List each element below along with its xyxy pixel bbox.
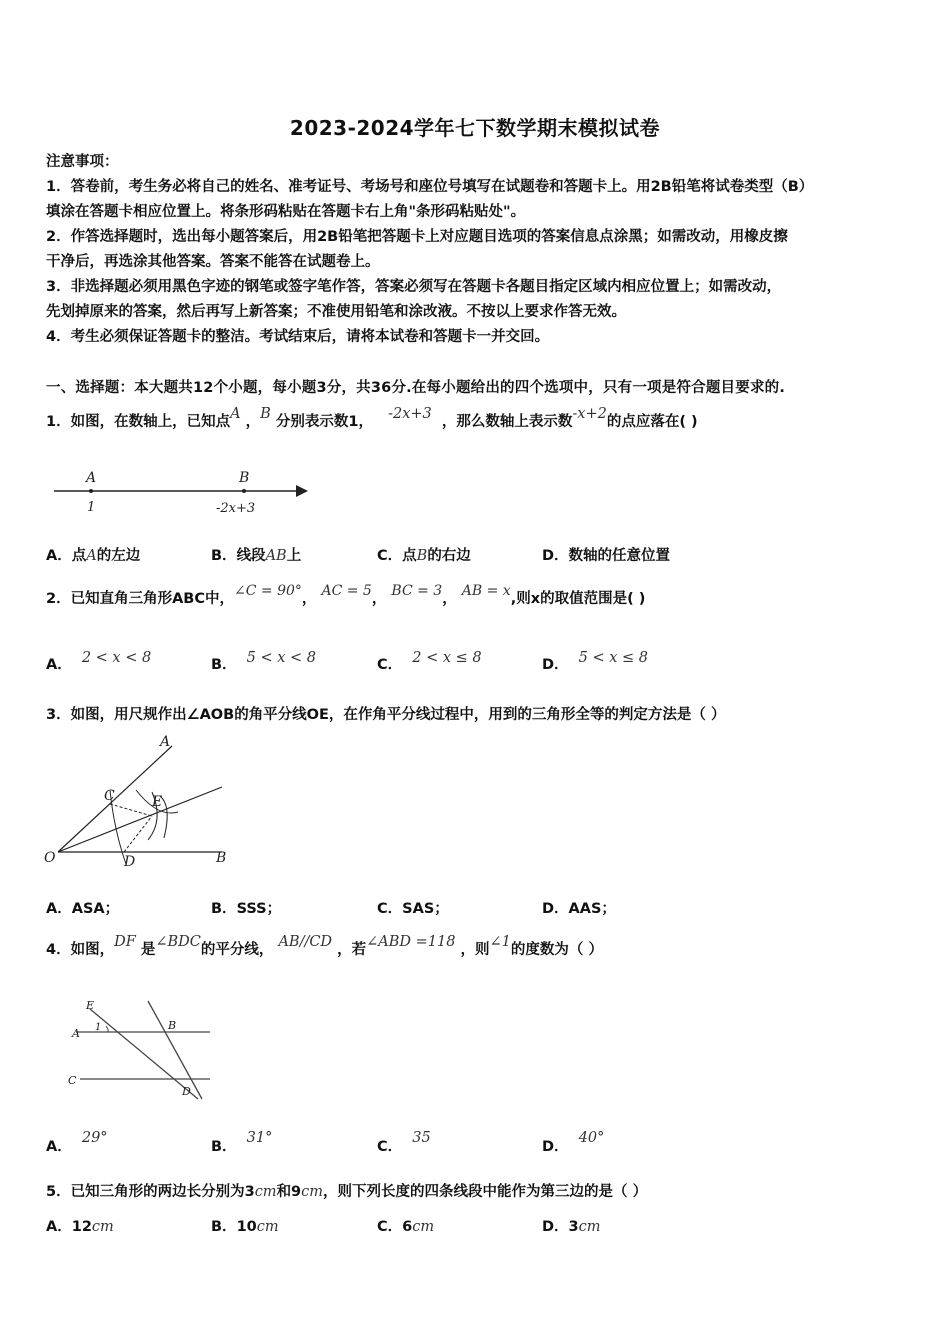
label-one: 1 — [87, 500, 96, 515]
label-a: A — [160, 734, 171, 750]
q1-option-a[interactable]: A．点A的左边 — [46, 548, 141, 564]
q2-option-d[interactable]: D． 5 < x ≤ 8 — [542, 650, 649, 673]
q3-option-d[interactable]: D．AAS； — [542, 901, 616, 917]
q5-option-b[interactable]: B．10cm — [211, 1219, 279, 1235]
q5-option-c[interactable]: C．6cm — [377, 1219, 435, 1235]
q5-option-a[interactable]: A．12cm — [46, 1219, 114, 1235]
label-a: A — [86, 470, 97, 486]
label-o: O — [44, 850, 56, 866]
q4-m-bdc: ∠BDC — [155, 934, 201, 950]
q1-sep: ， — [245, 414, 261, 430]
q4-option-d[interactable]: D． 40° — [542, 1130, 605, 1155]
question-5-stem: 5．已知三角形的两边长分别为3cm和9cm，则下列长度的四条线段中能作为第三边的是（ ） — [46, 1184, 648, 1200]
label-a: A — [72, 1027, 80, 1040]
notes-line: 2．作答选择题时，选出每小题答案后，用2B铅笔把答题卡上对应题目选项的答案信息点涂黑；如需改动，用橡皮擦 — [46, 229, 788, 245]
label-d: D — [182, 1085, 191, 1098]
label-b: B — [168, 1019, 177, 1032]
q4-option-a[interactable]: A． 29° — [46, 1130, 108, 1155]
q4-m-parallel: AB//CD — [278, 934, 333, 950]
label-e: E — [86, 999, 95, 1012]
q4-m-df: DF — [114, 934, 136, 950]
dash-ce — [110, 804, 152, 816]
q1-option-d[interactable]: D．数轴的任意位置 — [542, 548, 671, 564]
q1-option-b[interactable]: B．线段AB上 — [211, 548, 302, 564]
notes-heading: 注意事项： — [46, 154, 119, 170]
q2-cond-bc: BC = 3 — [391, 583, 443, 599]
q5-unit: cm — [301, 1184, 324, 1200]
ray-oe — [58, 787, 222, 852]
question-1-stem — [46, 404, 698, 440]
q1-number-line-figure — [46, 460, 316, 525]
q5-option-d[interactable]: D．3cm — [542, 1219, 601, 1235]
q1-point-b: B — [260, 406, 271, 422]
notes-line: 4．考生必须保证答题卡的整洁。考试结束后，请将本试卷和答题卡一并交回。 — [46, 329, 550, 345]
notes-line: 1．答卷前，考生务必将自己的姓名、准考证号、考场号和座位号填写在试题卷和答题卡上。用2B铅笔将试卷类型（B） — [46, 179, 814, 195]
question-3-stem: 3．如图，用尺规作出∠AOB的角平分线OE，在作角平分线过程中，用到的三角形全等的判定方法是（ ） — [46, 707, 726, 723]
q1-expr-1: -2x+3 — [388, 406, 432, 422]
notes-line: 填涂在答题卡相应位置上。将条形码粘贴在答题卡右上角"条形码粘贴处"。 — [46, 204, 526, 220]
label-b: B — [239, 470, 250, 486]
label-expr: -2x+3 — [216, 501, 256, 516]
q2-cond-ab: AB = x — [461, 583, 511, 599]
section-heading: 一、选择题：本大题共12个小题，每小题3分，共36分.在每小题给出的四个选项中，只有一项是符合题目要求的. — [46, 380, 786, 396]
q1-text: ，那么数轴上表示数 — [441, 414, 573, 430]
label-one: 1 — [95, 1022, 102, 1033]
label-e: E — [152, 794, 163, 810]
point-a-dot — [89, 489, 93, 493]
dash-de — [124, 816, 152, 852]
q2-option-b[interactable]: B． 5 < x < 8 — [211, 650, 317, 673]
q2-option-c[interactable]: C． 2 < x ≤ 8 — [377, 650, 482, 673]
q3-option-a[interactable]: A．ASA； — [46, 901, 120, 917]
q3-angle-bisector-figure — [40, 730, 240, 870]
notes-line: 3．非选择题必须用黑色字迹的钢笔或签字笔作答，答案必须写在答题卡各题目指定区域内相应位置上；如需改动， — [46, 279, 782, 295]
q4-m-abd: ∠ABD =118 — [366, 934, 456, 950]
notes-line: 干净后，再选涂其他答案。答案不能答在试题卷上。 — [46, 254, 380, 270]
q1-text: 分别表示数1， — [275, 414, 373, 430]
q5-unit: cm — [254, 1184, 277, 1200]
label-d: D — [124, 854, 136, 870]
page-title: 2023-2024学年七下数学期末模拟试卷 — [289, 116, 661, 140]
label-c: C — [104, 788, 115, 804]
q3-option-b[interactable]: B．SSS； — [211, 901, 282, 917]
question-2-stem: 2．已知直角三角形ABC中，∠C = 90°， AC = 5， BC = 3， AB = x,则x的取值范围是( ) — [46, 583, 646, 607]
q3-option-c[interactable]: C．SAS； — [377, 901, 449, 917]
q4-parallel-lines-figure — [62, 995, 222, 1107]
q4-m-angle1: ∠1 — [489, 934, 511, 950]
q2-cond-ac: AC = 5 — [321, 583, 372, 599]
angle-1-arc — [106, 1026, 108, 1032]
q2-option-a[interactable]: A． 2 < x < 8 — [46, 650, 152, 673]
point-b-dot — [242, 489, 246, 493]
q1-point-a: A — [230, 406, 241, 422]
arrow-head-icon — [296, 485, 308, 497]
line-bd — [148, 1001, 202, 1099]
label-c: C — [68, 1074, 77, 1087]
q4-option-c[interactable]: C． 35 — [377, 1130, 431, 1155]
q1-option-c[interactable]: C．点B的右边 — [377, 548, 471, 564]
notes-line: 先划掉原来的答案，然后再写上新答案；不准使用铅笔和涂改液。不按以上要求作答无效。 — [46, 304, 626, 320]
q1-text: 的点应落在( ) — [606, 414, 698, 430]
q1-text: 1．如图，在数轴上，已知点 — [46, 414, 231, 430]
q4-option-b[interactable]: B． 31° — [211, 1130, 273, 1155]
question-4-stem: 4．如图，DF 是∠BDC的平分线， AB//CD ，若∠ABD =118 ，则∠1的度数为（ ） — [46, 934, 603, 958]
q2-cond-angle: ∠C = 90° — [234, 583, 302, 599]
q1-expr-2: -x+2 — [572, 406, 607, 422]
label-b: B — [216, 850, 227, 866]
notes-block — [46, 150, 906, 350]
